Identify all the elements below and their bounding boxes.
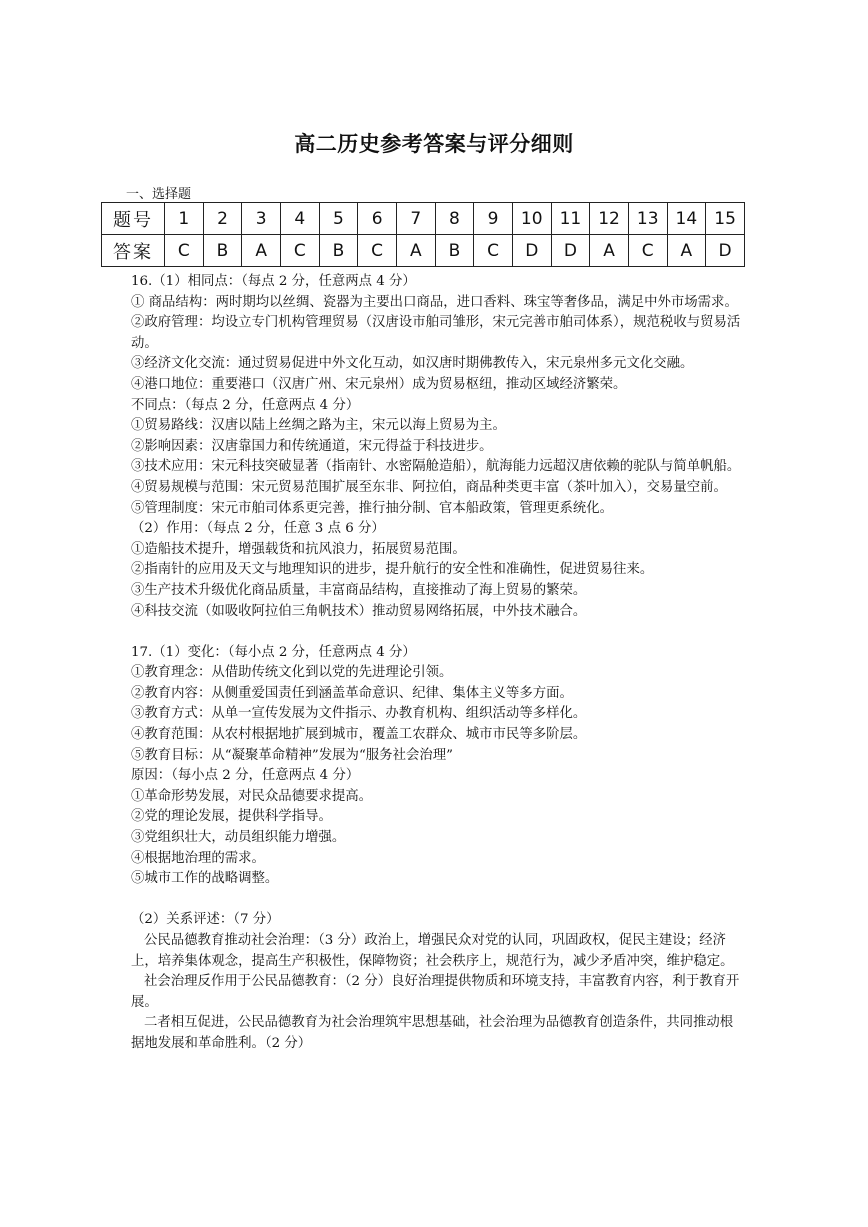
q16-effect-point: ②指南针的应用及天文与地理知识的进步，提升航行的安全性和准确性，促进贸易往来。	[131, 562, 654, 578]
question-number: 3	[242, 203, 281, 235]
section-heading-choice: 一、选择题	[126, 187, 192, 202]
answer-cell: B	[435, 235, 474, 267]
answer-cell: C	[165, 235, 204, 267]
answer-table-answer-row	[102, 235, 745, 267]
q16-diff-point: ②影响因素：汉唐靠国力和传统通道，宋元得益于科技进步。	[131, 438, 493, 454]
q16-part1-heading: 16.（1）相同点：（每点 2 分，任意两点 4 分）	[131, 274, 416, 289]
q17-change-point: ⑤教育目标：从“凝聚革命精神”发展为“服务社会治理”	[131, 747, 453, 763]
q16-effect-point: ④科技交流（如吸收阿拉伯三角帆技术）推动贸易网络拓展，中外技术融合。	[131, 603, 587, 619]
question-number: 10	[512, 203, 551, 235]
question-number: 11	[551, 203, 590, 235]
q17-reason-point: ⑤城市工作的战略调整。	[131, 871, 279, 887]
answer-cell: B	[203, 235, 242, 267]
question-number: 14	[667, 203, 706, 235]
answer-cell: B	[319, 235, 358, 267]
q16-diff-point: ③技术应用：宋元科技突破显著（指南针、水密隔舱造船），航海能力远超汉唐依赖的驼队与简单帆船。	[131, 459, 741, 475]
q17-reason-point: ①革命形势发展，对民众品德要求提高。	[131, 788, 373, 804]
q16-diff-point: ①贸易路线：汉唐以陆上丝绸之路为主，宋元以海上贸易为主。	[131, 418, 506, 434]
answer-cell: C	[280, 235, 319, 267]
question-number: 5	[319, 203, 358, 235]
q17-reason-point: ④根据地治理的需求。	[131, 850, 265, 866]
answer-cell: D	[551, 235, 590, 267]
q17-change-point: ①教育理念：从借助传统文化到以党的先进理论引领。	[131, 665, 453, 681]
answer-cell: A	[590, 235, 629, 267]
q17-part1-heading: 17.（1）变化：（每小点 2 分，任意两点 4 分）	[131, 644, 416, 660]
question-number: 7	[396, 203, 435, 235]
question-number: 9	[474, 203, 513, 235]
answer-body	[131, 272, 741, 1055]
question-number: 8	[435, 203, 474, 235]
spacer	[131, 622, 741, 643]
row-label-answer: 答案	[102, 235, 165, 267]
q17-change-point: ③教育方式：从单一宣传发展为文件指示、办教育机构、组织活动等多样化。	[131, 706, 587, 722]
q16-effect-point: ①造船技术提升，增强载货和抗风浪力，拓展贸易范围。	[131, 541, 466, 557]
question-number: 12	[590, 203, 629, 235]
answer-cell: C	[474, 235, 513, 267]
q17-reason-point: ③党组织壮大，动员组织能力增强。	[131, 830, 346, 846]
q17-comment-paragraph: 公民品德教育推动社会治理：（3 分）政治上，增强民众对党的认同，巩固政权，促民主建设；经济上，培养集体观念，提高生产积极性，保障物资；社会秩序上，规范行为，减少矛盾冲突，维护稳定。	[131, 933, 734, 969]
answer-table-number-row	[102, 203, 745, 235]
question-number: 1	[165, 203, 204, 235]
answer-cell: D	[706, 235, 745, 267]
q16-diff-point: ④贸易规模与范围：宋元贸易范围扩展至东非、阿拉伯，商品种类更丰富（茶叶加入），交易量空前。	[131, 479, 727, 495]
q16-diff-heading: 不同点：（每点 2 分，任意两点 4 分）	[131, 397, 360, 413]
row-label-number: 题号	[102, 203, 165, 235]
question-number: 6	[358, 203, 397, 235]
q17-reason-heading: 原因：（每小点 2 分，任意两点 4 分）	[131, 768, 360, 784]
q17-part2-heading: （2）关系评述：（7 分）	[131, 912, 280, 928]
q17-change-point: ②教育内容：从侧重爱国责任到涵盖革命意识、纪律、集体主义等多方面。	[131, 685, 573, 701]
question-number: 2	[203, 203, 242, 235]
q16-same-point: ③经济文化交流：通过贸易促进中外文化互动，如汉唐时期佛教传入，宋元泉州多元文化交融。	[131, 356, 694, 372]
q17-reason-point: ②党的理论发展，提供科学指导。	[131, 809, 332, 825]
answer-cell: A	[242, 235, 281, 267]
q16-diff-point: ⑤管理制度：宋元市舶司体系更完善，推行抽分制、官本船政策，管理更系统化。	[131, 500, 614, 516]
q16-same-point: ① 商品结构：两时期均以丝绸、瓷器为主要出口商品，进口香料、珠宝等奢侈品，满足中外市场需求。	[131, 294, 738, 310]
answer-cell: C	[628, 235, 667, 267]
q16-effect-point: ③生产技术升级优化商品质量，丰富商品结构，直接推动了海上贸易的繁荣。	[131, 582, 587, 598]
answer-cell: D	[512, 235, 551, 267]
answer-cell: A	[396, 235, 435, 267]
question-number: 15	[706, 203, 745, 235]
q17-change-point: ④教育范围：从农村根据地扩展到城市，覆盖工农群众、城市市民等多阶层。	[131, 727, 587, 743]
q17-comment-paragraph: 社会治理反作用于公民品德教育：（2 分）良好治理提供物质和环境支持，丰富教育内容，利于教育开展。	[131, 974, 740, 1010]
q16-part2-heading: （2）作用：（每点 2 分，任意 3 点 6 分）	[131, 521, 385, 537]
answer-cell: A	[667, 235, 706, 267]
page-title: 高二历史参考答案与评分细则	[294, 132, 574, 156]
question-number: 4	[280, 203, 319, 235]
q17-comment-paragraph: 二者相互促进，公民品德教育为社会治理筑牢思想基础，社会治理为品德教育创造条件，共同推动根据地发展和革命胜利。（2 分）	[131, 1015, 734, 1051]
answer-table	[101, 202, 745, 267]
q16-same-point: ④港口地位：重要港口（汉唐广州、宋元泉州）成为贸易枢纽，推动区域经济繁荣。	[131, 376, 627, 392]
answer-cell: C	[358, 235, 397, 267]
q16-same-point: ②政府管理：均设立专门机构管理贸易（汉唐设市舶司雏形，宋元完善市舶司体系），规范税收与贸易活动。	[131, 315, 741, 351]
question-number: 13	[628, 203, 667, 235]
spacer	[131, 890, 741, 911]
